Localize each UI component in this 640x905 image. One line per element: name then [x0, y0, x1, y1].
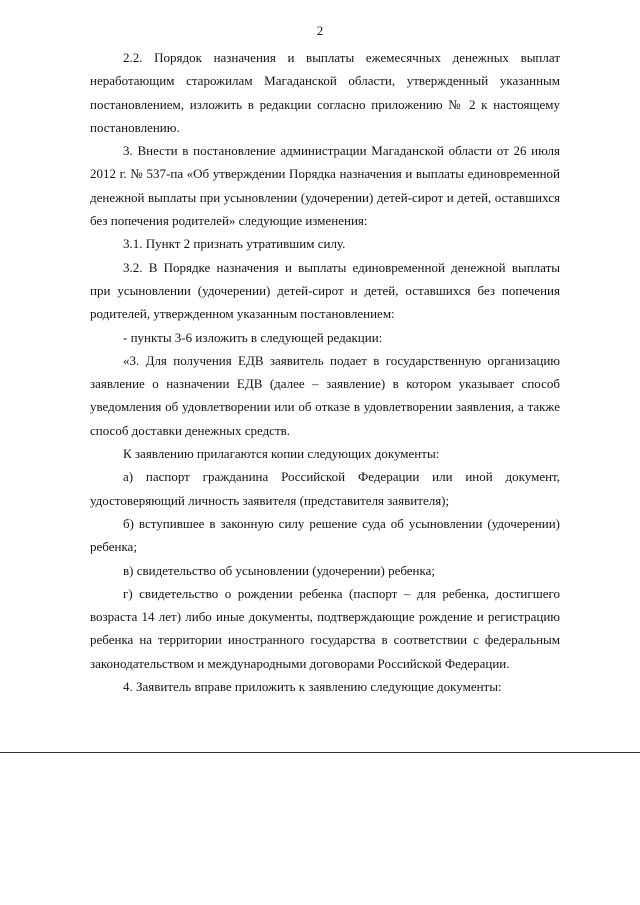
document-body: [90, 46, 560, 698]
paragraph-4: 4. Заявитель вправе приложить к заявлению следующие документы:: [123, 679, 502, 695]
page-bottom-divider: [0, 752, 640, 753]
paragraph-item-g: г) свидетельство о рождении ребенка (паспорт – для ребенка, достигшего возраста 14 лет) либо иные документы, подтверждающие рождение и регистрацию ребенка на территории иностранного государства в соответствии с федеральным законодательством и международными договорами Российской Федерации.: [90, 585, 560, 671]
paragraph-3-2: 3.2. В Порядке назначения и выплаты единовременной денежной выплаты при усыновлении (удочерении) детей-сирот и детей, оставшихся без попечения родителей, утвержденном указанным постановлением:: [90, 259, 560, 322]
paragraph-quoted-3: «3. Для получения ЕДВ заявитель подает в государственную организацию заявление о назначении ЕДВ (далее – заявление) в котором указывает способ уведомления об удовлетворении или об отказе в удовлетворении заявления, а также способ доставки денежных средств.: [90, 352, 560, 438]
page-number: 2: [316, 23, 324, 38]
paragraph-item-v: в) свидетельство об усыновлении (удочерении) ребенка;: [123, 562, 436, 578]
paragraph-3: 3. Внести в постановление администрации Магаданской области от 26 июля 2012 г. № 537-па «Об утверждении Порядка назначения и выплаты единовременной денежной выплаты при усыновлении (удочерении) детей-сирот и детей, оставшихся без попечения родителей» следующие изменения:: [90, 143, 560, 229]
paragraph-2-2: 2.2. Порядок назначения и выплаты ежемесячных денежных выплат неработающим старожилам Магаданской области, утвержденный указанным постановлением, изложить в редакции согласно приложению № 2 к настоящему постановлению.: [90, 50, 560, 135]
paragraph-items-3-6: - пункты 3-6 изложить в следующей редакции:: [123, 329, 383, 345]
paragraph-item-a: а) паспорт гражданина Российской Федерации или иной документ, удостоверяющий личность заявителя (представителя заявителя);: [90, 469, 560, 508]
paragraph-3-1: 3.1. Пункт 2 признать утратившим силу.: [123, 236, 346, 252]
paragraph-item-b: б) вступившее в законную силу решение суда об усыновлении (удочерении) ребенка;: [90, 515, 560, 555]
paragraph-documents-intro: К заявлению прилагаются копии следующих документы:: [123, 446, 440, 462]
